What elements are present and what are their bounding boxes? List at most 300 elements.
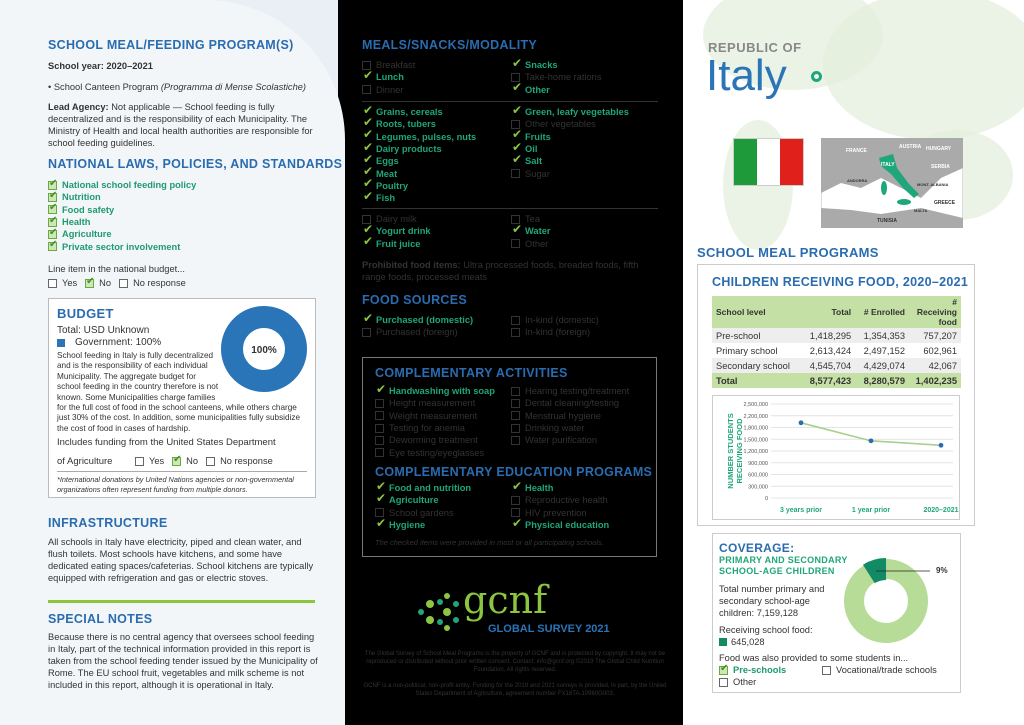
checkbox-label: Water xyxy=(525,226,551,237)
table-cell: 2,613,424 xyxy=(809,345,852,356)
x-tick-label: 3 years prior xyxy=(779,507,823,514)
checkbox-label: Eye testing/eyeglasses xyxy=(389,447,485,458)
checkbox-label: Yes xyxy=(149,456,165,467)
education-title: COMPLEMENTARY EDUCATION PROGRAMS xyxy=(375,465,653,479)
checkbox-item[interactable] xyxy=(48,216,196,228)
checkbox-item[interactable] xyxy=(48,228,196,240)
checkbox-item[interactable] xyxy=(85,277,111,289)
meals-list-a xyxy=(362,59,415,96)
programs-title: SCHOOL MEAL PROGRAMS xyxy=(697,245,879,260)
receiving-swatch xyxy=(719,638,727,646)
checked-box-icon[interactable] xyxy=(48,230,57,239)
table-cell: Pre-school xyxy=(716,330,761,341)
unchecked-box-icon[interactable] xyxy=(719,678,728,687)
budget-text-body: School feeding in Italy is fully decentralized and is the responsibility of each individual Municipality. The aggregate budget for school feeding in the country therefore is not known. Some Municipalities charge families for the full cost of food in the school canteens, while others charge just 30% of the cost. In addition, some municipalities fully subsidize the cost of food in cases of hardship. xyxy=(57,351,301,433)
checkbox-label: Fruit juice xyxy=(376,238,421,249)
checked-box-icon[interactable] xyxy=(511,521,520,530)
checkbox-item[interactable] xyxy=(362,192,476,204)
unchecked-box-icon[interactable] xyxy=(375,424,384,433)
checkbox-item[interactable] xyxy=(511,422,629,434)
location-dot-icon xyxy=(811,71,822,82)
checkbox-item[interactable] xyxy=(511,106,629,118)
checkbox-item[interactable] xyxy=(511,131,629,143)
checkbox-label: Testing for anemia xyxy=(389,423,465,434)
checkbox-label: Dairy products xyxy=(376,144,442,155)
checkbox-item[interactable] xyxy=(362,71,415,83)
drinks-list-b xyxy=(511,213,551,250)
checkbox-label: Purchased (foreign) xyxy=(376,327,458,338)
table-total-row xyxy=(712,373,961,388)
table-cell: 1,354,353 xyxy=(863,330,905,341)
checkbox-label: Hygiene xyxy=(389,520,426,531)
map-label: ITALY xyxy=(881,162,895,168)
unchecked-box-icon[interactable] xyxy=(511,387,520,396)
checkbox-label: Lunch xyxy=(376,72,404,83)
checkbox-label: Roots, tubers xyxy=(376,119,436,130)
table-cell: 757,207 xyxy=(923,330,957,341)
checked-box-icon[interactable] xyxy=(511,157,520,166)
checkbox-item[interactable] xyxy=(375,507,471,519)
checkbox-label: No xyxy=(186,456,199,467)
checkbox-label: Green, leafy vegetables xyxy=(525,107,629,118)
checkbox-label: Menstrual hygiene xyxy=(525,410,601,421)
coverage-receiving-label: Receiving school food: xyxy=(719,625,813,635)
meals-list-b xyxy=(511,59,601,96)
checkbox-label: Sugar xyxy=(525,168,550,179)
column-header: # Receiving food xyxy=(916,297,957,327)
checkbox-label: No xyxy=(99,278,112,289)
checked-box-icon[interactable] xyxy=(48,205,57,214)
y-axis-label-line: NUMBER STUDENTS xyxy=(726,413,735,489)
government-legend-swatch xyxy=(57,339,65,347)
float-spacer xyxy=(219,351,309,397)
program-name-local: (Programma di Mense Scolastiche) xyxy=(160,82,307,92)
map-label: AUSTRIA xyxy=(899,144,922,150)
checkbox-label: Other xyxy=(733,677,757,688)
children-table xyxy=(712,296,961,388)
checkbox-label: Food and nutrition xyxy=(389,483,472,494)
gcnf-logo-dots xyxy=(418,590,468,635)
box-note: The checked items were provided in most or all participating schools. xyxy=(375,538,604,547)
checkbox-item[interactable] xyxy=(511,410,629,422)
checkbox-item[interactable] xyxy=(511,482,609,494)
drinks-list-a xyxy=(362,213,431,250)
x-tick-label: 2020–2021 xyxy=(923,507,959,514)
budget-donut-label: 100% xyxy=(251,345,277,356)
map-label: HUNGARY xyxy=(926,146,952,152)
y-tick-label: 600,000 xyxy=(748,472,768,479)
checkbox-item[interactable] xyxy=(511,314,599,326)
checkbox-label: Tea xyxy=(525,214,540,225)
unchecked-box-icon[interactable] xyxy=(48,279,57,288)
checkbox-item[interactable] xyxy=(511,434,629,446)
activities-list-a xyxy=(375,385,495,459)
checked-box-icon[interactable] xyxy=(48,242,57,251)
checkbox-item[interactable] xyxy=(511,519,609,531)
checkbox-label: Physical education xyxy=(525,520,610,531)
also-label: Food was also provided to some students in... xyxy=(719,653,909,663)
checkbox-label: Breakfast xyxy=(376,60,416,71)
checkbox-label: Meat xyxy=(376,168,398,179)
checkbox-item[interactable] xyxy=(48,277,77,289)
y-tick-label: 0 xyxy=(764,496,768,502)
checkbox-item[interactable] xyxy=(511,225,551,237)
checkbox-label: Yes xyxy=(62,278,78,289)
checkbox-item[interactable] xyxy=(48,204,196,216)
unchecked-box-icon[interactable] xyxy=(511,328,520,337)
sources-list-a xyxy=(362,314,473,339)
activities-title: COMPLEMENTARY ACTIVITIES xyxy=(375,366,568,380)
coverage-pct-label: 9% xyxy=(936,566,948,575)
table-cell: 42,067 xyxy=(928,360,957,371)
checkbox-label: National school feeding policy xyxy=(62,180,197,191)
y-tick-label: 900,000 xyxy=(748,460,768,467)
checkbox-label: Take-home rations xyxy=(525,72,602,83)
coverage-donut xyxy=(840,555,955,645)
program-title: SCHOOL MEAL/FEEDING PROGRAM(S) xyxy=(48,38,294,52)
map-label: MALTA xyxy=(914,208,928,213)
coverage-total: Total number primary and secondary school-age children: 7,159,128 xyxy=(719,584,825,618)
unchecked-box-icon[interactable] xyxy=(362,85,371,94)
checkbox-item[interactable] xyxy=(375,434,495,446)
checkbox-item[interactable] xyxy=(362,180,476,192)
checked-box-icon[interactable] xyxy=(511,227,520,236)
table-cell: Primary school xyxy=(716,345,778,356)
infra-text: All schools in Italy have electricity, piped and clean water, and flush toilets. Most schools have kitchens, and some have dedicated eating spaces/cafeterias. School kitchens are typically equipped with refrigeration and gas or electric stoves. xyxy=(48,537,314,583)
checkbox-item[interactable] xyxy=(511,167,629,179)
checkbox-item[interactable] xyxy=(362,326,473,338)
republic-of: REPUBLIC OF xyxy=(708,40,802,55)
meals-title: MEALS/SNACKS/MODALITY xyxy=(362,38,538,52)
map-label: SERBIA xyxy=(931,164,950,170)
checkbox-item[interactable] xyxy=(119,277,186,289)
divider xyxy=(362,101,658,102)
checked-box-icon[interactable] xyxy=(48,218,57,227)
unchecked-box-icon[interactable] xyxy=(375,411,384,420)
checkbox-item[interactable] xyxy=(511,326,599,338)
checked-box-icon[interactable] xyxy=(375,496,384,505)
checkbox-item[interactable] xyxy=(362,143,476,155)
checkbox-item[interactable] xyxy=(511,84,601,96)
checkbox-item[interactable] xyxy=(719,676,786,688)
table-cell: Total xyxy=(716,375,738,386)
checkbox-item[interactable] xyxy=(511,71,601,83)
coverage-receiving xyxy=(719,636,765,648)
unchecked-box-icon[interactable] xyxy=(375,436,384,445)
prohibited-text: Ultra processed foods, breaded foods, fifth range foods, processed meats xyxy=(362,260,639,282)
budget-title: BUDGET xyxy=(57,306,114,321)
checkbox-item[interactable] xyxy=(206,455,273,467)
y-axis-label xyxy=(726,413,744,488)
checkbox-label: Yogurt drink xyxy=(376,226,431,237)
prohibited-foods xyxy=(362,259,642,283)
table-cell: 1,402,235 xyxy=(915,375,957,386)
laws-title: NATIONAL LAWS, POLICIES, AND STANDARDS xyxy=(48,157,343,171)
column-header: Total xyxy=(831,307,852,317)
checkbox-label: Weight measurement xyxy=(389,410,478,421)
country-name: Italy xyxy=(706,51,787,100)
checkbox-item[interactable] xyxy=(511,59,601,71)
budget-box xyxy=(48,298,316,498)
checkbox-label: School gardens xyxy=(389,507,454,518)
sources-list-b xyxy=(511,314,599,339)
table-cell: 602,961 xyxy=(923,345,957,356)
checkbox-item[interactable] xyxy=(511,507,609,519)
checkbox-item[interactable] xyxy=(172,455,198,467)
unchecked-box-icon[interactable] xyxy=(511,169,520,178)
divider xyxy=(57,471,307,472)
unchecked-box-icon[interactable] xyxy=(375,448,384,457)
column-header: School level xyxy=(716,307,766,317)
checked-box-icon[interactable] xyxy=(362,194,371,203)
map-label: ANDORRA xyxy=(847,178,868,183)
checkbox-label: Salt xyxy=(525,156,543,167)
data-point xyxy=(799,420,804,425)
budget-text xyxy=(57,351,309,434)
unchecked-box-icon[interactable] xyxy=(119,279,128,288)
foods-list-b xyxy=(511,106,629,180)
unchecked-box-icon[interactable] xyxy=(511,239,520,248)
checkbox-item[interactable] xyxy=(135,455,164,467)
checkbox-label: In-kind (foreign) xyxy=(525,327,591,338)
checked-box-icon[interactable] xyxy=(511,108,520,117)
usda-label-2: of Agriculture xyxy=(57,456,113,467)
table-row xyxy=(712,328,961,343)
table-row xyxy=(712,358,961,373)
map-label: TUNISIA xyxy=(877,218,897,224)
checkbox-label: Purchased (domestic) xyxy=(376,315,474,326)
checkbox-label: Agriculture xyxy=(62,229,112,240)
divider xyxy=(362,208,658,209)
unchecked-box-icon[interactable] xyxy=(362,328,371,337)
lead-agency-label: Lead Agency: xyxy=(48,102,109,112)
checkbox-label: Oil xyxy=(525,144,538,155)
gcnf-logo xyxy=(463,580,547,620)
coverage-title: COVERAGE: xyxy=(719,541,795,555)
checkbox-item[interactable] xyxy=(511,494,609,506)
coverage-receiving-value: 645,028 xyxy=(731,637,765,647)
checkbox-label: Water purification xyxy=(525,435,597,446)
unchecked-box-icon[interactable] xyxy=(135,457,144,466)
table-cell: 8,577,423 xyxy=(809,375,852,386)
budget-line-label: Line item in the national budget... xyxy=(48,264,185,274)
table-cell: 1,418,295 xyxy=(809,330,852,341)
checkbox-label: Reproductive health xyxy=(525,495,608,506)
flag-italy xyxy=(733,138,804,186)
notes-title: SPECIAL NOTES xyxy=(48,612,153,626)
checked-box-icon[interactable] xyxy=(362,316,371,325)
checked-box-icon[interactable] xyxy=(375,521,384,530)
unchecked-box-icon[interactable] xyxy=(511,411,520,420)
table-header-row xyxy=(712,296,961,328)
education-list-a xyxy=(375,482,471,531)
checkbox-label: HIV prevention xyxy=(525,507,587,518)
table-row xyxy=(712,343,961,358)
checkbox-item[interactable] xyxy=(48,191,196,203)
unchecked-box-icon[interactable] xyxy=(511,424,520,433)
checkbox-item[interactable] xyxy=(375,494,471,506)
checkbox-label: Dinner xyxy=(376,84,404,95)
laws-list xyxy=(48,179,196,253)
checked-box-icon[interactable] xyxy=(719,666,728,675)
unchecked-box-icon[interactable] xyxy=(511,496,520,505)
table-cell: 4,429,074 xyxy=(863,360,905,371)
checkbox-label: Poultry xyxy=(376,180,409,191)
checkbox-label: Other xyxy=(525,84,550,95)
y-tick-label: 1,200,000 xyxy=(743,449,768,455)
map-label: MONT. ALBANIA xyxy=(917,182,949,187)
unchecked-box-icon[interactable] xyxy=(822,666,831,675)
foods-list-a xyxy=(362,106,476,204)
checkbox-item[interactable] xyxy=(375,422,495,434)
school-year: School year: 2020–2021 xyxy=(48,61,153,71)
y-axis-label-line: RECEIVING FOOD xyxy=(735,418,744,484)
checkbox-item[interactable] xyxy=(362,238,431,250)
checkbox-label: Legumes, pulses, nuts xyxy=(376,131,477,142)
checkbox-label: Health xyxy=(525,483,554,494)
checked-box-icon[interactable] xyxy=(511,61,520,70)
table-cell: 4,545,704 xyxy=(809,360,852,371)
lead-agency-text: Not applicable — School feeding is fully decentralized and is the responsibility of each Municipality. The Ministry of Health and local health authorities are responsible for school feeding guidelines. xyxy=(48,102,313,148)
checkbox-label: Other vegetables xyxy=(525,119,596,130)
also-list-a xyxy=(719,664,786,689)
checkbox-label: Hearing testing/treatment xyxy=(525,386,630,397)
checkbox-item[interactable] xyxy=(375,410,495,422)
map-label: SPAIN xyxy=(823,196,838,202)
checkbox-label: Snacks xyxy=(525,60,558,71)
y-tick-label: 2,500,000 xyxy=(743,402,768,408)
checkbox-item[interactable] xyxy=(48,240,196,252)
logo-text: gcnf xyxy=(463,578,548,622)
checkbox-item[interactable] xyxy=(511,143,629,155)
checked-box-icon[interactable] xyxy=(85,279,94,288)
checkbox-label: Other xyxy=(525,238,549,249)
activities-list-b xyxy=(511,385,629,446)
checkbox-item[interactable] xyxy=(362,84,415,96)
footer-funding: GCNF is a non-political, non-profit entity. Funding for the 2019 and 2021 surveys is provided, in part, by the United States Department of Agriculture, agreement number FX18TA-10960G003. xyxy=(363,683,667,697)
prohibited-label: Prohibited food items: xyxy=(362,260,461,270)
y-tick-label: 1,500,000 xyxy=(743,437,768,444)
checkbox-item[interactable] xyxy=(362,131,476,143)
logo-subtitle: GLOBAL SURVEY 2021 xyxy=(488,623,610,635)
checkbox-label: Handwashing with soap xyxy=(389,386,495,397)
checked-box-icon[interactable] xyxy=(362,73,371,82)
infra-title: INFRASTRUCTURE xyxy=(48,516,168,530)
line-chart xyxy=(713,396,961,521)
y-tick-label: 300,000 xyxy=(748,484,768,491)
checkbox-label: Dental cleaning/testing xyxy=(525,398,620,409)
checkbox-item[interactable] xyxy=(511,238,551,250)
checked-box-icon[interactable] xyxy=(48,181,57,190)
checked-box-icon[interactable] xyxy=(48,193,57,202)
column-header: # Enrolled xyxy=(863,307,905,317)
education-list-b xyxy=(511,482,609,531)
table-cell: 8,280,579 xyxy=(863,375,905,386)
unchecked-box-icon[interactable] xyxy=(511,436,520,445)
checkbox-item[interactable] xyxy=(375,519,471,531)
checked-box-icon[interactable] xyxy=(511,484,520,493)
checkbox-item[interactable] xyxy=(511,155,629,167)
checkbox-label: Drinking water xyxy=(525,423,585,434)
checkbox-item[interactable] xyxy=(362,118,476,130)
checkbox-label: Fruits xyxy=(525,131,551,142)
table-cell: 2,497,152 xyxy=(863,345,905,356)
checkbox-label: Nutrition xyxy=(62,192,101,203)
table-cell: Secondary school xyxy=(716,360,790,371)
checkbox-item[interactable] xyxy=(719,664,786,676)
checked-box-icon[interactable] xyxy=(375,387,384,396)
sources-title: FOOD SOURCES xyxy=(362,293,467,307)
usda-label: Includes funding from the United States Department xyxy=(57,437,276,448)
checkbox-item[interactable] xyxy=(375,482,471,494)
program-name: • School Canteen Program (Programma di Mense Scolastiche) xyxy=(48,82,307,92)
unchecked-box-icon[interactable] xyxy=(511,399,520,408)
checkbox-item[interactable] xyxy=(822,664,937,676)
checked-box-icon[interactable] xyxy=(362,239,371,248)
checkbox-item[interactable] xyxy=(375,397,495,409)
x-tick-label: 1 year prior xyxy=(851,507,891,514)
checkbox-label: Health xyxy=(62,217,91,228)
footer-copyright: The Global Survey of School Meal Programs is the property of GCNF and is protected by copyright. It may not be reproduced or distributed without prior written consent. Contact: info@gcnf.org ©2019 The Global Child Nutrition Foundation. All rights reserved. xyxy=(364,651,666,673)
checkbox-item[interactable] xyxy=(48,179,196,191)
checkbox-item[interactable] xyxy=(511,397,629,409)
unchecked-box-icon[interactable] xyxy=(206,457,215,466)
program-name-text: School Canteen Program xyxy=(53,82,159,92)
checkbox-item[interactable] xyxy=(375,446,495,458)
checkbox-label: Fish xyxy=(376,193,396,204)
green-divider xyxy=(48,600,315,603)
checkbox-item[interactable] xyxy=(362,155,476,167)
checkbox-item[interactable] xyxy=(511,118,629,130)
unchecked-box-icon[interactable] xyxy=(511,316,520,325)
checkbox-label: Grains, cereals xyxy=(376,107,443,118)
checkbox-item[interactable] xyxy=(511,385,629,397)
checkbox-item[interactable] xyxy=(362,106,476,118)
checkbox-item[interactable] xyxy=(375,385,495,397)
government-label: Government: 100% xyxy=(75,337,162,348)
line-chart-box xyxy=(712,395,960,520)
children-title: CHILDREN RECEIVING FOOD, 2020–2021 xyxy=(712,275,969,289)
data-point xyxy=(939,443,944,448)
checkbox-label: No response xyxy=(133,278,186,289)
budget-footnote: *International donations by United Nations agencies or non-governmental organizations often represent funding from multiple donors. xyxy=(57,475,294,494)
usda-options xyxy=(135,455,273,467)
notes-text: Because there is no central agency that oversees school feeding in Italy, part of the technical information provided in this report is taken from the school feeding tender issued by the Municipality of Rome. The EU school fruit, vegetables and milk scheme is not included in this report, although it is operational in Italy. xyxy=(48,632,318,690)
checkbox-label: Pre-schools xyxy=(733,665,787,676)
checkbox-label: Private sector involvement xyxy=(62,241,181,252)
region-map xyxy=(821,138,963,228)
checked-box-icon[interactable] xyxy=(511,85,520,94)
checkbox-label: Dairy milk xyxy=(376,214,417,225)
checkbox-item[interactable] xyxy=(362,314,473,326)
unchecked-box-icon[interactable] xyxy=(375,399,384,408)
checkbox-label: Agriculture xyxy=(389,495,439,506)
map-label: FRANCE xyxy=(846,148,867,154)
coverage-subtitle: PRIMARY AND SECONDARY SCHOOL-AGE CHILDREN xyxy=(719,555,848,576)
budget-line-options xyxy=(48,277,186,289)
checkbox-label: No response xyxy=(220,456,273,467)
map-label: GREECE xyxy=(934,200,956,206)
checkbox-label: In-kind (domestic) xyxy=(525,315,599,326)
y-tick-label: 2,200,000 xyxy=(743,413,768,420)
checkbox-label: Vocational/trade schools xyxy=(836,665,937,676)
y-tick-label: 1,800,000 xyxy=(743,425,768,432)
checkbox-item[interactable] xyxy=(362,167,476,179)
lead-agency xyxy=(48,101,318,149)
checked-box-icon[interactable] xyxy=(172,457,181,466)
checkbox-label: Deworming treatment xyxy=(389,435,478,446)
checkbox-label: Height measurement xyxy=(389,398,476,409)
